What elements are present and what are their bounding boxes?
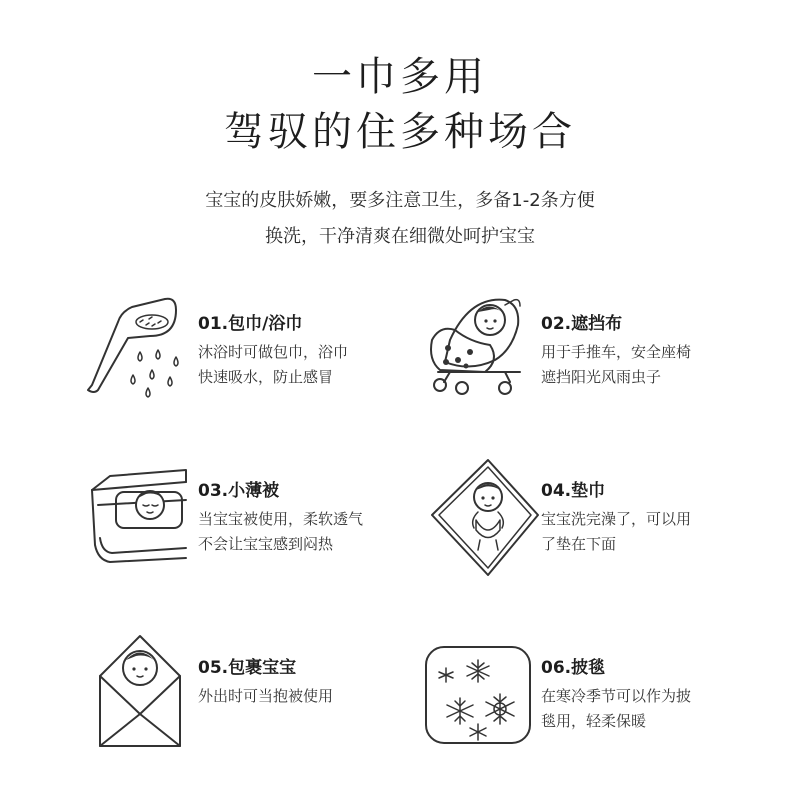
page-title: 一巾多用 [312, 54, 488, 100]
snowflake-icon [439, 668, 453, 682]
snowflake-icon [447, 698, 473, 724]
item-description-line2: 不会让宝宝感到闷热 [198, 535, 334, 553]
item-heading: 02.遮挡布 [541, 314, 623, 334]
item-heading: 04.垫巾 [541, 481, 606, 501]
item-description-line2: 快速吸水，防止感冒 [198, 368, 334, 386]
page-subtitle: 驾驭的住多种场合 [224, 109, 576, 155]
item-description-line1: 用于手推车，安全座椅 [541, 343, 692, 361]
intro-text-line1: 宝宝的皮肤娇嫩，要多注意卫生，多备1-2条方便 [205, 190, 595, 211]
snowflake-icon [470, 724, 486, 740]
item-description-line1: 在寒冷季节可以作为披 [541, 687, 692, 705]
item-heading: 05.包裹宝宝 [198, 658, 297, 678]
item-description-line1: 宝宝洗完澡了，可以用 [541, 510, 692, 528]
item-description-line1: 当宝宝被使用，柔软透气 [198, 510, 364, 528]
item-heading: 06.披毯 [541, 658, 606, 678]
item-description-line2: 遮挡阳光风雨虫子 [541, 368, 662, 386]
intro-text-line2: 换洗，干净清爽在细微处呵护宝宝 [265, 226, 535, 247]
snowflake-icon [467, 660, 489, 682]
item-description-line2: 了垫在下面 [541, 535, 617, 553]
item-description-line1: 沐浴时可做包巾，浴巾 [198, 343, 349, 361]
item-description-line1: 外出时可当抱被使用 [198, 687, 334, 705]
item-description-line2: 毯用，轻柔保暖 [541, 712, 647, 730]
item-heading: 03.小薄被 [198, 481, 280, 501]
snowflake-icon [486, 694, 514, 724]
item-heading: 01.包巾/浴巾 [198, 314, 303, 334]
